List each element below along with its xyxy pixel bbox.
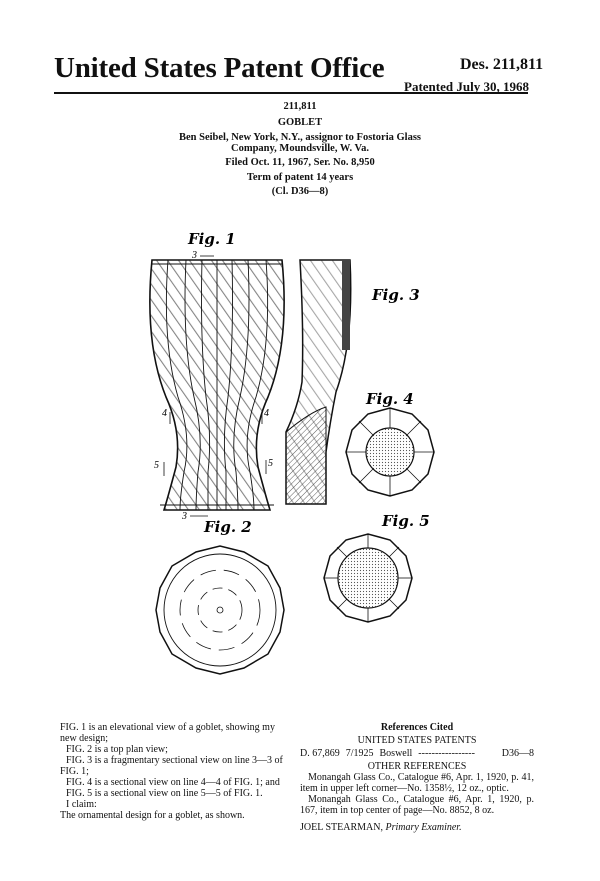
figure-description [60,722,290,821]
us-patent-number: D. 67,869 [300,748,340,759]
desc-line-2: FIG. 2 is a top plan view; [66,744,168,755]
examiner-title: Primary Examiner. [385,822,462,833]
us-patent-name: Boswell [379,748,413,759]
desc-line-4: FIG. 4 is a sectional view on line 4—4 of FIG. 1; and [66,777,280,788]
references-cited [300,722,534,833]
desc-line-3: FIG. 3 is a fragmentary sectional view on line 3—3 of FIG. 1; [60,755,283,777]
fig3-label: Fig. 3 [372,286,420,304]
fig4-section-4 [346,408,434,496]
other-references-heading: OTHER REFERENCES [367,761,467,772]
fig5-label: Fig. 5 [382,512,430,530]
us-patent-dots: ----------------- [418,748,475,759]
fig1-goblet-elevation [150,260,284,510]
fig1-label: Fig. 1 [188,230,236,248]
us-patent-date: 7/1925 [345,748,374,759]
section-label-5b: 5 [268,458,273,469]
desc-line-1: FIG. 1 is an elevational view of a goblet, showing my new design; [60,722,275,744]
examiner-name: JOEL STEARMAN, [300,822,383,833]
section-label-5: 5 [154,460,159,471]
references-heading: References Cited [380,722,454,733]
us-patents-heading: UNITED STATES PATENTS [357,735,477,746]
other-reference-2: Monangah Glass Co., Catalogue #6, Apr. 1, 1920, p. 167, item in top center of page—No. 8852, 8 oz. [300,794,534,816]
fig2-top-plan [156,546,284,674]
patent-title: GOBLET [277,117,323,128]
section-label-4b: 4 [264,408,269,419]
term-line: Term of patent 14 years [246,172,354,183]
inventor-line-2: Company, Moundsville, W. Va. [230,143,369,154]
section-label-3: 3 [192,250,197,261]
office-title: United States Patent Office [54,52,385,84]
desc-line-5: FIG. 5 is a sectional view on line 5—5 of FIG. 1. [66,788,263,799]
fig2-label: Fig. 2 [204,518,252,536]
fig5-section-5 [324,534,412,622]
section-label-4: 4 [162,408,167,419]
fig4-label: Fig. 4 [366,390,414,408]
header-rule [54,92,528,94]
design-patent-number: Des. 211,811 [460,56,544,73]
us-patent-row [300,748,534,759]
patent-number: 211,811 [283,101,317,112]
claim-heading: I claim: [66,799,97,810]
fig3-sectional-view [286,260,351,504]
inventor-assignee [170,132,430,154]
patented-date: Patented July 30, 1968 [404,79,529,94]
claim-text: The ornamental design for a goblet, as shown. [60,810,245,821]
filed-line: Filed Oct. 11, 1967, Ser. No. 8,950 [225,157,375,168]
patent-drawing [140,222,460,682]
section-label-3b: 3 [182,511,187,522]
other-reference-1: Monangah Glass Co., Catalogue #6, Apr. 1, 1920, p. 41, item in upper left corner—No. 1358½, 12 oz., optic. [300,772,534,794]
inventor-line-1: Ben Seibel, New York, N.Y., assignor to Fostoria Glass [179,132,421,143]
classification: (Cl. D36—8) [271,186,329,197]
examiner-line [300,822,534,833]
us-patent-class: D36—8 [501,748,534,759]
